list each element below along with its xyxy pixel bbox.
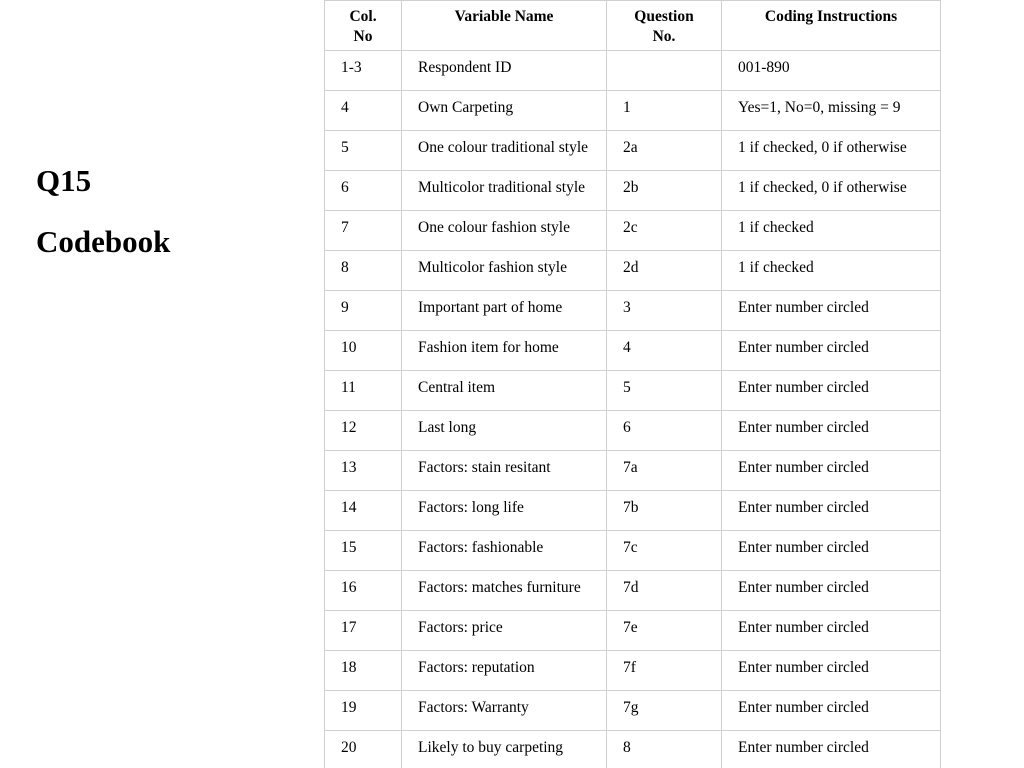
cell-text: 9 <box>341 299 349 316</box>
cell-text: 6 <box>623 419 631 436</box>
cell-question-no <box>607 531 722 571</box>
cell-text: 2c <box>623 219 638 236</box>
cell-text: Enter number circled <box>738 619 869 636</box>
table-row <box>325 411 941 451</box>
cell-text: Factors: matches furniture <box>418 579 581 596</box>
cell-text: 18 <box>341 659 357 676</box>
cell-variable-name <box>402 731 607 768</box>
cell-col-no <box>325 571 402 611</box>
cell-variable-name <box>402 571 607 611</box>
cell-variable-name <box>402 371 607 411</box>
cell-question-no <box>607 331 722 371</box>
cell-text: Factors: stain resitant <box>418 459 551 476</box>
cell-text: 11 <box>341 379 356 396</box>
cell-variable-name <box>402 691 607 731</box>
cell-text: 1 <box>623 99 631 116</box>
cell-variable-name <box>402 251 607 291</box>
cell-text: 6 <box>341 179 349 196</box>
cell-text: Enter number circled <box>738 539 869 556</box>
cell-text: Enter number circled <box>738 499 869 516</box>
cell-text: Enter number circled <box>738 299 869 316</box>
cell-coding-instructions <box>722 491 941 531</box>
table-body <box>325 51 941 768</box>
cell-col-no <box>325 491 402 531</box>
table-row <box>325 91 941 131</box>
cell-text: 7d <box>623 579 639 596</box>
cell-text: 8 <box>623 739 631 756</box>
cell-text: 19 <box>341 699 357 716</box>
table-row <box>325 371 941 411</box>
cell-text: Factors: reputation <box>418 659 535 676</box>
cell-text: 3 <box>623 299 631 316</box>
cell-text: 4 <box>341 99 349 116</box>
cell-text: 7f <box>623 659 636 676</box>
cell-text: Enter number circled <box>738 579 869 596</box>
cell-text: 4 <box>623 339 631 356</box>
cell-col-no <box>325 171 402 211</box>
cell-variable-name <box>402 411 607 451</box>
cell-text: 7 <box>341 219 349 236</box>
cell-variable-name <box>402 331 607 371</box>
cell-text: 1 if checked, 0 if otherwise <box>738 139 907 156</box>
cell-col-no <box>325 731 402 768</box>
table-row <box>325 211 941 251</box>
cell-question-no <box>607 571 722 611</box>
cell-col-no <box>325 411 402 451</box>
cell-text: Enter number circled <box>738 379 869 396</box>
slide-title <box>36 150 170 272</box>
cell-text: Factors: Warranty <box>418 699 529 716</box>
title-line-2: Codebook <box>36 224 171 259</box>
cell-text: Fashion item for home <box>418 339 559 356</box>
cell-variable-name <box>402 211 607 251</box>
cell-text: One colour traditional style <box>418 139 589 156</box>
cell-coding-instructions <box>722 651 941 691</box>
cell-text: Important part of home <box>418 299 563 316</box>
table-row <box>325 531 941 571</box>
cell-text: Own Carpeting <box>418 99 514 116</box>
cell-question-no <box>607 491 722 531</box>
cell-col-no <box>325 331 402 371</box>
header-variable-name: Variable Name <box>402 1 607 51</box>
cell-coding-instructions <box>722 291 941 331</box>
cell-text: 14 <box>341 499 357 516</box>
codebook-table <box>324 0 941 768</box>
cell-text <box>623 57 721 89</box>
cell-col-no <box>325 611 402 651</box>
cell-col-no <box>325 451 402 491</box>
cell-text: Multicolor traditional style <box>418 179 586 196</box>
table-row <box>325 611 941 651</box>
cell-variable-name <box>402 291 607 331</box>
cell-text: 7a <box>623 459 638 476</box>
cell-text: Last long <box>418 419 477 436</box>
table-row <box>325 491 941 531</box>
cell-variable-name <box>402 531 607 571</box>
header-col-no: Col. No <box>325 1 402 51</box>
cell-question-no <box>607 371 722 411</box>
cell-question-no <box>607 211 722 251</box>
cell-coding-instructions <box>722 451 941 491</box>
cell-text: Yes=1, No=0, missing = 9 <box>738 99 901 116</box>
cell-coding-instructions <box>722 51 941 91</box>
cell-question-no <box>607 691 722 731</box>
cell-text: One colour fashion style <box>418 219 570 236</box>
table-row <box>325 331 941 371</box>
cell-variable-name <box>402 131 607 171</box>
cell-col-no <box>325 531 402 571</box>
cell-text: Enter number circled <box>738 339 869 356</box>
table-row <box>325 731 941 768</box>
cell-col-no <box>325 291 402 331</box>
cell-col-no <box>325 251 402 291</box>
cell-variable-name <box>402 91 607 131</box>
cell-text: 15 <box>341 539 357 556</box>
cell-text: 001-890 <box>738 59 790 76</box>
cell-coding-instructions <box>722 131 941 171</box>
cell-text: 1-3 <box>341 59 362 76</box>
cell-text: 1 if checked <box>738 259 814 276</box>
table-header-row <box>325 1 941 51</box>
cell-question-no <box>607 611 722 651</box>
cell-coding-instructions <box>722 331 941 371</box>
table-row <box>325 571 941 611</box>
cell-text: 7c <box>623 539 638 556</box>
cell-coding-instructions <box>722 211 941 251</box>
cell-text: 5 <box>623 379 631 396</box>
cell-text: 1 if checked <box>738 219 814 236</box>
cell-text: 20 <box>341 739 357 756</box>
cell-col-no <box>325 691 402 731</box>
cell-variable-name <box>402 651 607 691</box>
cell-col-no <box>325 131 402 171</box>
cell-coding-instructions <box>722 251 941 291</box>
cell-col-no <box>325 651 402 691</box>
cell-col-no <box>325 51 402 91</box>
table-row <box>325 651 941 691</box>
cell-question-no <box>607 411 722 451</box>
cell-coding-instructions <box>722 171 941 211</box>
cell-coding-instructions <box>722 611 941 651</box>
cell-col-no <box>325 91 402 131</box>
cell-coding-instructions <box>722 371 941 411</box>
table-row <box>325 291 941 331</box>
cell-text: 17 <box>341 619 357 636</box>
cell-text: Enter number circled <box>738 699 869 716</box>
cell-text: 7g <box>623 699 639 716</box>
cell-coding-instructions <box>722 691 941 731</box>
cell-text: 5 <box>341 139 349 156</box>
cell-text: 10 <box>341 339 357 356</box>
cell-text: Factors: price <box>418 619 503 636</box>
cell-question-no <box>607 251 722 291</box>
table-row <box>325 251 941 291</box>
cell-question-no <box>607 291 722 331</box>
cell-text: Central item <box>418 379 496 396</box>
cell-variable-name <box>402 451 607 491</box>
cell-text: Enter number circled <box>738 659 869 676</box>
cell-text: Enter number circled <box>738 419 869 436</box>
cell-coding-instructions <box>722 531 941 571</box>
cell-question-no <box>607 171 722 211</box>
cell-text: 7e <box>623 619 638 636</box>
cell-question-no <box>607 731 722 768</box>
cell-text: Factors: fashionable <box>418 539 544 556</box>
table-row <box>325 171 941 211</box>
cell-col-no <box>325 371 402 411</box>
header-question-no: Question No. <box>607 1 722 51</box>
cell-text: 2d <box>623 259 639 276</box>
cell-question-no <box>607 651 722 691</box>
cell-coding-instructions <box>722 571 941 611</box>
cell-text: 8 <box>341 259 349 276</box>
cell-question-no <box>607 51 722 91</box>
cell-question-no <box>607 451 722 491</box>
cell-question-no <box>607 131 722 171</box>
table-row <box>325 451 941 491</box>
table-row <box>325 131 941 171</box>
cell-question-no <box>607 91 722 131</box>
cell-text: 1 if checked, 0 if otherwise <box>738 179 907 196</box>
cell-col-no <box>325 211 402 251</box>
table-row <box>325 691 941 731</box>
cell-text: Multicolor fashion style <box>418 259 567 276</box>
cell-text: 2b <box>623 179 639 196</box>
cell-variable-name <box>402 171 607 211</box>
title-line-1: Q15 <box>36 163 92 198</box>
cell-text: Enter number circled <box>738 739 869 756</box>
cell-text: 12 <box>341 419 357 436</box>
table-row <box>325 51 941 91</box>
cell-text: Factors: long life <box>418 499 524 516</box>
cell-text: Respondent ID <box>418 59 512 76</box>
cell-coding-instructions <box>722 411 941 451</box>
cell-coding-instructions <box>722 731 941 768</box>
cell-text: 16 <box>341 579 357 596</box>
cell-variable-name <box>402 491 607 531</box>
cell-text: 13 <box>341 459 357 476</box>
cell-variable-name <box>402 51 607 91</box>
cell-text: 2a <box>623 139 638 156</box>
cell-text: Enter number circled <box>738 459 869 476</box>
cell-text: 7b <box>623 499 639 516</box>
header-coding-instructions: Coding Instructions <box>722 1 941 51</box>
cell-text: Likely to buy carpeting <box>418 739 564 756</box>
cell-coding-instructions <box>722 91 941 131</box>
cell-variable-name <box>402 611 607 651</box>
